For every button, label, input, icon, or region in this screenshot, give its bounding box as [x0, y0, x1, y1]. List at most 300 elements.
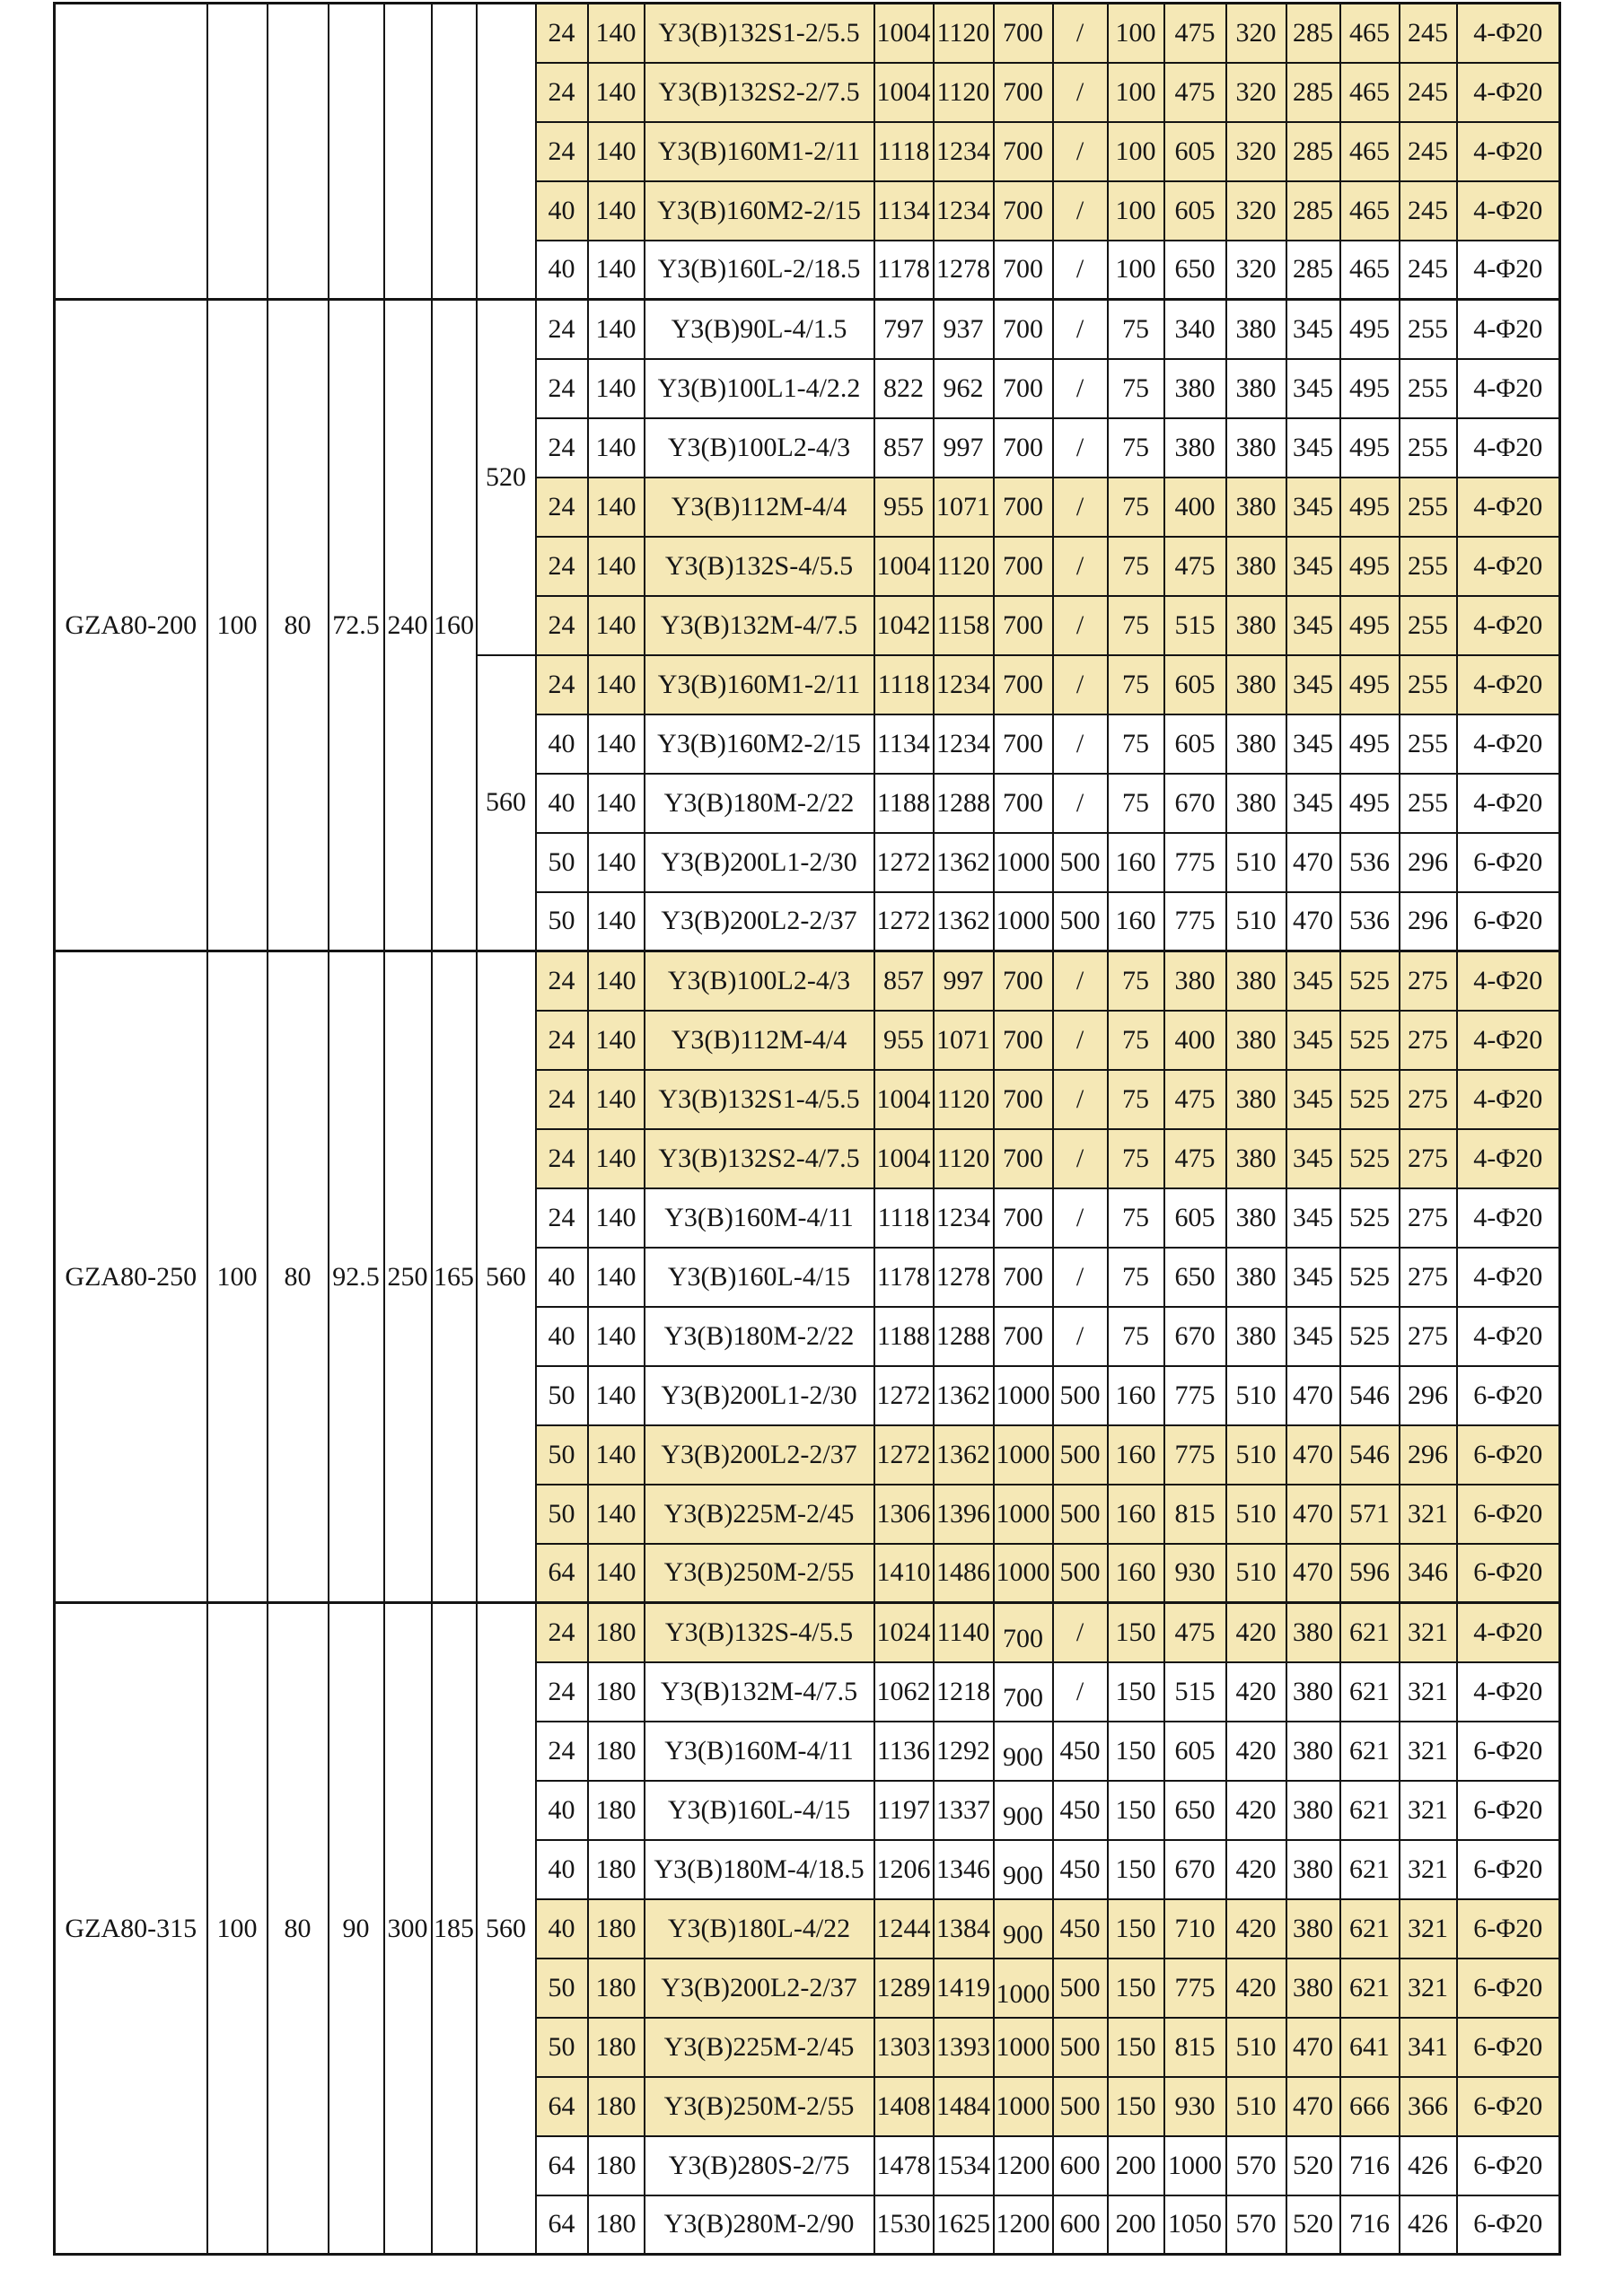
cell-dim-f: 245 [1400, 241, 1457, 300]
cell-shaft-dia: 180 [588, 2077, 645, 2136]
cell-bolt-spec: 4-Φ20 [1457, 478, 1560, 537]
cell-dim-l1: 1234 [934, 122, 994, 181]
cell-dim-l: 955 [874, 1011, 934, 1070]
cell-bolt-spec: 6-Φ20 [1457, 2077, 1560, 2136]
cell-dim-h: 75 [1108, 714, 1164, 774]
cell-bolt-spec: 4-Φ20 [1457, 774, 1560, 833]
cell-dim-d: 700 [994, 4, 1053, 63]
cell-dim-e: 495 [1340, 418, 1400, 478]
cell-dim-b: 510 [1226, 1425, 1286, 1485]
cell-dim-h: 75 [1108, 418, 1164, 478]
cell-motor-model: Y3(B)132S2-2/7.5 [645, 63, 874, 122]
cell-motor-model: Y3(B)180L-4/22 [645, 1899, 874, 1959]
cell-dim-a: 650 [1164, 1781, 1226, 1840]
cell-shaft-dia: 140 [588, 241, 645, 300]
cell-dim-l1: 1120 [934, 63, 994, 122]
cell-dim-c: 380 [1286, 1840, 1340, 1899]
cell-dim-d: 700 [994, 1011, 1053, 1070]
cell-bolt-spec: 4-Φ20 [1457, 1307, 1560, 1366]
cell-dim-h: 160 [1108, 833, 1164, 892]
cell-section-dim [329, 4, 384, 300]
cell-ratio: 40 [536, 241, 588, 300]
cell-dim-f: 346 [1400, 1544, 1457, 1603]
cell-shaft-dia: 140 [588, 1307, 645, 1366]
cell-dim-l: 1136 [874, 1722, 934, 1781]
cell-speed [477, 4, 536, 300]
cell-dim-d: 700 [994, 241, 1053, 300]
cell-dim-l: 1004 [874, 1070, 934, 1129]
cell-ratio: 24 [536, 537, 588, 596]
cell-dim-l1: 1484 [934, 2077, 994, 2136]
cell-dim-l: 1134 [874, 714, 934, 774]
cell-dim-f: 321 [1400, 1781, 1457, 1840]
cell-dim-l: 797 [874, 300, 934, 359]
cell-bolt-spec: 4-Φ20 [1457, 1188, 1560, 1248]
cell-dim-a: 380 [1164, 951, 1226, 1011]
cell-dim-h: 75 [1108, 951, 1164, 1011]
cell-dim-l: 1062 [874, 1662, 934, 1722]
cell-dim-d1: / [1053, 1129, 1108, 1188]
cell-shaft-dia: 140 [588, 1544, 645, 1603]
cell-dim-d: 700 [994, 1307, 1053, 1366]
cell-dim-e: 525 [1340, 951, 1400, 1011]
cell-ratio: 40 [536, 1307, 588, 1366]
cell-dim-h: 100 [1108, 4, 1164, 63]
cell-dim-d1: / [1053, 951, 1108, 1011]
cell-dim-l1: 1337 [934, 1781, 994, 1840]
cell-dim-d: 1000 [994, 1544, 1053, 1603]
cell-section-dim: 185 [432, 1603, 477, 2255]
cell-dim-l1: 1346 [934, 1840, 994, 1899]
cell-dim-b: 570 [1226, 2136, 1286, 2195]
cell-motor-model: Y3(B)160M1-2/11 [645, 655, 874, 714]
cell-dim-l1: 997 [934, 951, 994, 1011]
cell-dim-e: 495 [1340, 537, 1400, 596]
cell-shaft-dia: 140 [588, 63, 645, 122]
cell-motor-model: Y3(B)160L-2/18.5 [645, 241, 874, 300]
cell-dim-a: 605 [1164, 655, 1226, 714]
cell-dim-d1: 500 [1053, 1366, 1108, 1425]
cell-dim-d1: / [1053, 1248, 1108, 1307]
cell-dim-h: 75 [1108, 1188, 1164, 1248]
cell-bolt-spec: 4-Φ20 [1457, 63, 1560, 122]
cell-dim-e: 495 [1340, 596, 1400, 655]
cell-dim-h: 160 [1108, 1544, 1164, 1603]
cell-dim-c: 345 [1286, 478, 1340, 537]
cell-dim-f: 245 [1400, 122, 1457, 181]
cell-dim-l1: 1384 [934, 1899, 994, 1959]
cell-dim-e: 525 [1340, 1070, 1400, 1129]
cell-dim-c: 345 [1286, 951, 1340, 1011]
cell-motor-model: Y3(B)132S-4/5.5 [645, 537, 874, 596]
cell-dim-d: 700 [994, 418, 1053, 478]
spec-table [53, 2, 1561, 2256]
cell-shaft-dia: 140 [588, 181, 645, 241]
cell-dim-d: 700 [994, 181, 1053, 241]
cell-motor-model: Y3(B)160M2-2/15 [645, 181, 874, 241]
cell-dim-a: 775 [1164, 833, 1226, 892]
cell-dim-e: 525 [1340, 1129, 1400, 1188]
cell-motor-model: Y3(B)132S-4/5.5 [645, 1603, 874, 1662]
cell-bolt-spec: 6-Φ20 [1457, 2136, 1560, 2195]
cell-dim-l1: 1120 [934, 4, 994, 63]
cell-shaft-dia: 140 [588, 122, 645, 181]
cell-bolt-spec: 6-Φ20 [1457, 1485, 1560, 1544]
cell-dim-d: 700 [994, 300, 1053, 359]
cell-dim-b: 420 [1226, 1899, 1286, 1959]
cell-dim-a: 605 [1164, 122, 1226, 181]
cell-dim-l: 857 [874, 951, 934, 1011]
cell-shaft-dia: 140 [588, 359, 645, 418]
cell-bolt-spec: 4-Φ20 [1457, 241, 1560, 300]
cell-dim-e: 621 [1340, 1899, 1400, 1959]
cell-dim-b: 380 [1226, 596, 1286, 655]
cell-dim-l1: 1120 [934, 1070, 994, 1129]
cell-speed: 560 [477, 655, 536, 951]
cell-dim-h: 150 [1108, 1840, 1164, 1899]
cell-dim-f: 255 [1400, 359, 1457, 418]
cell-dim-l: 1206 [874, 1840, 934, 1899]
cell-dim-l: 1303 [874, 2018, 934, 2077]
cell-bolt-spec: 6-Φ20 [1457, 1840, 1560, 1899]
cell-dim-a: 605 [1164, 714, 1226, 774]
cell-dim-l1: 1234 [934, 1188, 994, 1248]
cell-dim-l1: 1292 [934, 1722, 994, 1781]
cell-bolt-spec: 6-Φ20 [1457, 1722, 1560, 1781]
cell-dim-d1: / [1053, 1070, 1108, 1129]
cell-dim-c: 345 [1286, 1129, 1340, 1188]
cell-dim-h: 75 [1108, 300, 1164, 359]
cell-bolt-spec: 6-Φ20 [1457, 1959, 1560, 2018]
cell-bolt-spec: 6-Φ20 [1457, 1781, 1560, 1840]
cell-speed: 560 [477, 951, 536, 1603]
cell-section-dim [432, 4, 477, 300]
cell-dim-b: 380 [1226, 1070, 1286, 1129]
cell-ratio: 24 [536, 300, 588, 359]
cell-dim-d1: 450 [1053, 1781, 1108, 1840]
cell-dim-f: 255 [1400, 714, 1457, 774]
cell-ratio: 40 [536, 1781, 588, 1840]
cell-bolt-spec: 4-Φ20 [1457, 951, 1560, 1011]
cell-dim-f: 255 [1400, 300, 1457, 359]
cell-dim-f: 245 [1400, 63, 1457, 122]
cell-dim-d: 900 [994, 1722, 1053, 1781]
cell-dim-e: 621 [1340, 1781, 1400, 1840]
cell-shaft-dia: 180 [588, 1603, 645, 1662]
cell-dim-a: 775 [1164, 892, 1226, 951]
cell-dim-d: 700 [994, 1603, 1053, 1662]
cell-section-dim: 90 [329, 1603, 384, 2255]
cell-dim-c: 345 [1286, 1307, 1340, 1366]
cell-dim-c: 380 [1286, 1781, 1340, 1840]
cell-shaft-dia: 140 [588, 1485, 645, 1544]
cell-dim-d: 700 [994, 655, 1053, 714]
cell-dim-b: 380 [1226, 537, 1286, 596]
cell-dim-h: 150 [1108, 1899, 1164, 1959]
cell-dim-h: 100 [1108, 241, 1164, 300]
cell-bolt-spec: 4-Φ20 [1457, 181, 1560, 241]
cell-dim-b: 380 [1226, 655, 1286, 714]
cell-dim-f: 296 [1400, 1366, 1457, 1425]
cell-dim-e: 465 [1340, 63, 1400, 122]
cell-ratio: 64 [536, 1544, 588, 1603]
cell-shaft-dia: 180 [588, 2136, 645, 2195]
cell-dim-f: 275 [1400, 1188, 1457, 1248]
table-row [55, 300, 1560, 359]
cell-shaft-dia: 180 [588, 1662, 645, 1722]
cell-bolt-spec: 4-Φ20 [1457, 1603, 1560, 1662]
cell-ratio: 40 [536, 774, 588, 833]
cell-dim-f: 321 [1400, 1722, 1457, 1781]
cell-dim-d1: / [1053, 537, 1108, 596]
cell-dim-h: 75 [1108, 596, 1164, 655]
cell-section-dim: 160 [432, 300, 477, 951]
cell-motor-model: Y3(B)200L1-2/30 [645, 833, 874, 892]
cell-dim-l1: 1362 [934, 833, 994, 892]
cell-dim-a: 515 [1164, 1662, 1226, 1722]
cell-dim-d: 1000 [994, 2018, 1053, 2077]
cell-ratio: 24 [536, 1662, 588, 1722]
cell-dim-l: 1004 [874, 1129, 934, 1188]
cell-dim-d: 700 [994, 478, 1053, 537]
cell-section-dim: 80 [268, 1603, 329, 2255]
cell-dim-h: 150 [1108, 1603, 1164, 1662]
cell-shaft-dia: 140 [588, 833, 645, 892]
cell-section-dim [268, 4, 329, 300]
cell-shaft-dia: 140 [588, 478, 645, 537]
cell-dim-l1: 997 [934, 418, 994, 478]
table-row [55, 951, 1560, 1011]
cell-shaft-dia: 140 [588, 774, 645, 833]
cell-dim-e: 465 [1340, 241, 1400, 300]
cell-dim-b: 420 [1226, 1662, 1286, 1722]
cell-dim-c: 345 [1286, 1188, 1340, 1248]
cell-dim-d1: / [1053, 359, 1108, 418]
cell-dim-d1: / [1053, 122, 1108, 181]
cell-dim-f: 296 [1400, 833, 1457, 892]
cell-section-dim: 100 [207, 1603, 268, 2255]
cell-dim-a: 930 [1164, 2077, 1226, 2136]
cell-dim-a: 400 [1164, 478, 1226, 537]
cell-dim-d1: / [1053, 181, 1108, 241]
cell-dim-f: 275 [1400, 1248, 1457, 1307]
cell-dim-l: 822 [874, 359, 934, 418]
cell-dim-e: 465 [1340, 181, 1400, 241]
cell-dim-f: 321 [1400, 1899, 1457, 1959]
cell-dim-d: 1200 [994, 2195, 1053, 2255]
cell-dim-f: 321 [1400, 1840, 1457, 1899]
cell-section-dim: 240 [384, 300, 432, 951]
cell-ratio: 64 [536, 2136, 588, 2195]
cell-dim-c: 520 [1286, 2195, 1340, 2255]
cell-dim-l1: 1120 [934, 537, 994, 596]
cell-dim-h: 100 [1108, 63, 1164, 122]
cell-section-dim: 80 [268, 951, 329, 1603]
cell-dim-d1: 450 [1053, 1722, 1108, 1781]
cell-section-dim [207, 4, 268, 300]
cell-dim-c: 345 [1286, 300, 1340, 359]
cell-dim-l: 1272 [874, 892, 934, 951]
cell-motor-model: Y3(B)280S-2/75 [645, 2136, 874, 2195]
cell-dim-f: 255 [1400, 655, 1457, 714]
cell-dim-l: 857 [874, 418, 934, 478]
cell-dim-b: 320 [1226, 181, 1286, 241]
cell-dim-e: 716 [1340, 2136, 1400, 2195]
cell-dim-f: 341 [1400, 2018, 1457, 2077]
cell-dim-e: 495 [1340, 478, 1400, 537]
table-row [55, 4, 1560, 63]
cell-dim-c: 345 [1286, 774, 1340, 833]
cell-dim-f: 426 [1400, 2136, 1457, 2195]
cell-dim-d: 700 [994, 1662, 1053, 1722]
cell-ratio: 24 [536, 478, 588, 537]
cell-dim-d1: 500 [1053, 892, 1108, 951]
cell-dim-d1: 500 [1053, 1959, 1108, 2018]
cell-dim-b: 380 [1226, 951, 1286, 1011]
section-continuation [55, 4, 1560, 300]
cell-dim-d: 700 [994, 1129, 1053, 1188]
cell-dim-l: 1178 [874, 241, 934, 300]
cell-dim-l1: 1140 [934, 1603, 994, 1662]
cell-dim-b: 320 [1226, 122, 1286, 181]
cell-dim-f: 275 [1400, 951, 1457, 1011]
cell-bolt-spec: 4-Φ20 [1457, 1248, 1560, 1307]
cell-model-name: GZA80-315 [55, 1603, 207, 2255]
cell-dim-a: 515 [1164, 596, 1226, 655]
cell-dim-h: 150 [1108, 1781, 1164, 1840]
cell-dim-h: 100 [1108, 181, 1164, 241]
cell-ratio: 24 [536, 4, 588, 63]
cell-shaft-dia: 140 [588, 1248, 645, 1307]
cell-dim-c: 345 [1286, 655, 1340, 714]
cell-dim-e: 621 [1340, 1959, 1400, 2018]
cell-motor-model: Y3(B)132M-4/7.5 [645, 596, 874, 655]
cell-bolt-spec: 4-Φ20 [1457, 655, 1560, 714]
cell-dim-e: 536 [1340, 892, 1400, 951]
cell-dim-a: 775 [1164, 1959, 1226, 2018]
cell-dim-h: 150 [1108, 1662, 1164, 1722]
cell-dim-e: 571 [1340, 1485, 1400, 1544]
cell-dim-a: 670 [1164, 1840, 1226, 1899]
cell-ratio: 40 [536, 1840, 588, 1899]
cell-section-dim: 72.5 [329, 300, 384, 951]
cell-dim-f: 275 [1400, 1307, 1457, 1366]
cell-dim-b: 380 [1226, 1248, 1286, 1307]
cell-dim-h: 75 [1108, 1011, 1164, 1070]
cell-dim-l1: 1534 [934, 2136, 994, 2195]
cell-motor-model: Y3(B)180M-2/22 [645, 774, 874, 833]
cell-ratio: 24 [536, 1188, 588, 1248]
cell-dim-a: 475 [1164, 63, 1226, 122]
cell-ratio: 24 [536, 596, 588, 655]
cell-dim-d: 1000 [994, 1485, 1053, 1544]
cell-shaft-dia: 140 [588, 1070, 645, 1129]
cell-dim-e: 495 [1340, 774, 1400, 833]
cell-ratio: 50 [536, 1959, 588, 2018]
cell-motor-model: Y3(B)180M-4/18.5 [645, 1840, 874, 1899]
cell-dim-d1: / [1053, 63, 1108, 122]
cell-dim-b: 380 [1226, 1307, 1286, 1366]
cell-dim-e: 465 [1340, 4, 1400, 63]
cell-dim-c: 345 [1286, 1070, 1340, 1129]
cell-model-name [55, 4, 207, 300]
cell-dim-l: 1118 [874, 655, 934, 714]
cell-ratio: 50 [536, 1425, 588, 1485]
cell-dim-a: 1000 [1164, 2136, 1226, 2195]
cell-dim-e: 536 [1340, 833, 1400, 892]
cell-dim-l: 1410 [874, 1544, 934, 1603]
cell-dim-l1: 1071 [934, 478, 994, 537]
cell-dim-e: 546 [1340, 1425, 1400, 1485]
cell-ratio: 24 [536, 1011, 588, 1070]
cell-ratio: 40 [536, 181, 588, 241]
cell-dim-a: 400 [1164, 1011, 1226, 1070]
cell-shaft-dia: 140 [588, 1188, 645, 1248]
cell-motor-model: Y3(B)160L-4/15 [645, 1248, 874, 1307]
cell-dim-h: 150 [1108, 2018, 1164, 2077]
cell-dim-f: 321 [1400, 1603, 1457, 1662]
cell-dim-d1: 500 [1053, 833, 1108, 892]
cell-dim-b: 510 [1226, 2018, 1286, 2077]
cell-ratio: 64 [536, 2195, 588, 2255]
cell-dim-f: 366 [1400, 2077, 1457, 2136]
cell-bolt-spec: 6-Φ20 [1457, 1425, 1560, 1485]
section-gza80-315 [55, 1603, 1560, 2255]
cell-dim-h: 75 [1108, 1129, 1164, 1188]
cell-dim-e: 525 [1340, 1307, 1400, 1366]
cell-dim-a: 710 [1164, 1899, 1226, 1959]
cell-dim-b: 420 [1226, 1781, 1286, 1840]
cell-dim-d: 1000 [994, 1959, 1053, 2018]
cell-shaft-dia: 140 [588, 4, 645, 63]
cell-dim-d1: 600 [1053, 2195, 1108, 2255]
cell-dim-d1: / [1053, 1188, 1108, 1248]
cell-dim-b: 510 [1226, 1544, 1286, 1603]
cell-dim-f: 296 [1400, 892, 1457, 951]
cell-dim-l1: 937 [934, 300, 994, 359]
cell-section-dim [384, 4, 432, 300]
cell-dim-l: 1289 [874, 1959, 934, 2018]
cell-dim-d1: 500 [1053, 2018, 1108, 2077]
cell-shaft-dia: 140 [588, 596, 645, 655]
cell-dim-d: 900 [994, 1781, 1053, 1840]
cell-bolt-spec: 4-Φ20 [1457, 1070, 1560, 1129]
cell-dim-l: 1197 [874, 1781, 934, 1840]
cell-dim-l1: 1393 [934, 2018, 994, 2077]
cell-dim-c: 345 [1286, 537, 1340, 596]
cell-shaft-dia: 140 [588, 418, 645, 478]
cell-dim-l1: 1158 [934, 596, 994, 655]
cell-dim-h: 160 [1108, 892, 1164, 951]
cell-dim-a: 775 [1164, 1425, 1226, 1485]
cell-dim-f: 255 [1400, 478, 1457, 537]
cell-dim-h: 150 [1108, 1959, 1164, 2018]
cell-dim-b: 570 [1226, 2195, 1286, 2255]
cell-ratio: 24 [536, 122, 588, 181]
cell-motor-model: Y3(B)112M-4/4 [645, 478, 874, 537]
cell-dim-a: 475 [1164, 1129, 1226, 1188]
cell-ratio: 24 [536, 1722, 588, 1781]
section-gza80-250 [55, 951, 1560, 1603]
cell-dim-l1: 1120 [934, 1129, 994, 1188]
cell-motor-model: Y3(B)132M-4/7.5 [645, 1662, 874, 1722]
cell-dim-l1: 1362 [934, 892, 994, 951]
cell-model-name: GZA80-250 [55, 951, 207, 1603]
cell-dim-d: 900 [994, 1840, 1053, 1899]
cell-dim-c: 470 [1286, 2018, 1340, 2077]
cell-dim-l: 1244 [874, 1899, 934, 1959]
cell-motor-model: Y3(B)100L1-4/2.2 [645, 359, 874, 418]
